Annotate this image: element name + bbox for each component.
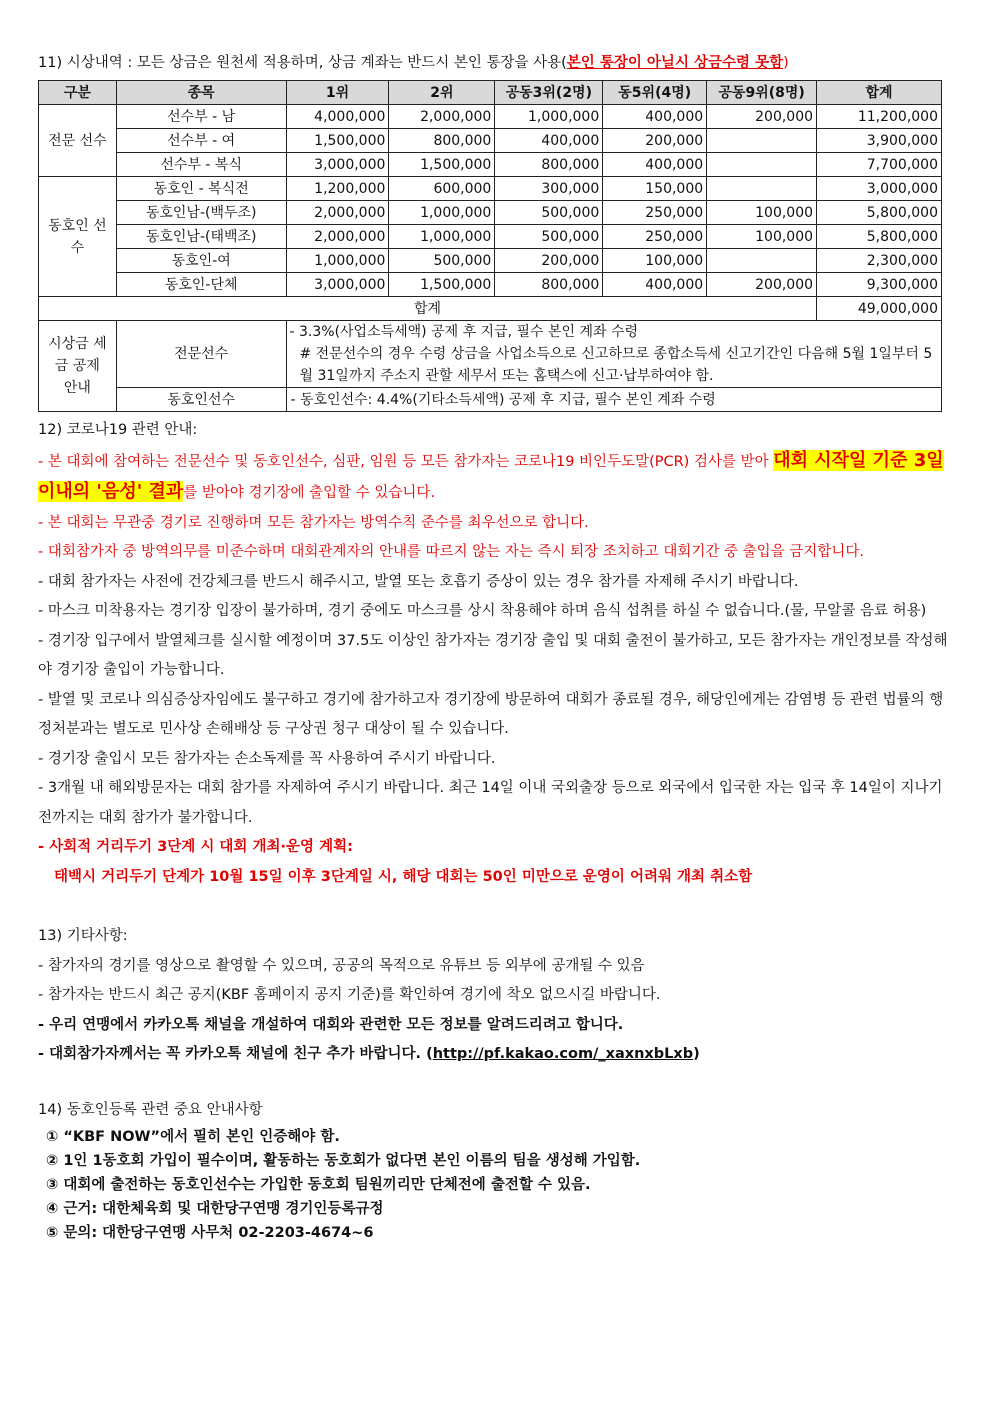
- pcr-highlight: 대회 시작일 기준 3일 이내의 '음성' 결과: [38, 449, 944, 502]
- total-label: 합계: [39, 297, 817, 321]
- kakao-friend-notice: - 대회참가자께서는 꼭 카카오톡 채널에 친구 추가 바랍니다. (http://pf.kakao.com/_xaxnxbLxb): [38, 1046, 700, 1062]
- registration-list: [38, 1125, 954, 1245]
- overseas-notice: - 3개월 내 해외방문자는 대회 참가를 자제하여 주시기 바랍니다. 최근 14일 이내 국외출장 등으로 외국에서 입국한 자는 입국 후 14일이 지나기 전까지는 대회 참가가 불가합니다.: [38, 780, 943, 826]
- kakao-channel-link[interactable]: http://pf.kakao.com/_xaxnxbLxb: [432, 1046, 694, 1062]
- section-12-title: 12) 코로나19 관련 안내:: [38, 422, 198, 438]
- tax-amateur-label: 동호인선수: [116, 388, 286, 412]
- event-cell: 동호인남-(백두조): [116, 201, 286, 225]
- list-item: ① “KBF NOW”에서 필히 본인 인증해야 함.: [46, 1129, 340, 1145]
- section-14: [38, 1096, 954, 1246]
- event-cell: 선수부 - 남: [116, 105, 286, 129]
- total-value: 49,000,000: [817, 297, 942, 321]
- header-cell: 구분: [39, 81, 117, 105]
- notice-check: - 참가자는 반드시 최근 공지(KBF 홈페이지 공지 기준)를 확인하여 경기에 착오 없으시길 바랍니다.: [38, 987, 661, 1003]
- prize-table: [38, 80, 942, 412]
- covid-pcr-notice: - 본 대회에 참여하는 전문선수 및 동호인선수, 심판, 임원 등 모든 참가자는 코로나19 비인두도말(PCR) 검사를 받아 대회 시작일 기준 3일 이내의 '음성' 결과를 받아야 경기장에 출입할 수 있습니다.: [38, 449, 944, 502]
- no-spectators-notice: - 본 대회는 무관중 경기로 진행하며 모든 참가자는 방역수칙 준수를 최우선으로 합니다.: [38, 514, 589, 531]
- header-cell: 1위: [286, 81, 389, 105]
- health-check-notice: - 대회 참가자는 사전에 건강체크를 반드시 해주시고, 발열 또는 호흡기 증상이 있는 경우 참가를 자제해 주시기 바랍니다.: [38, 573, 799, 590]
- table-row: 선수부 - 복식 3,000,000 1,500,000 800,000 400,000 7,700,000: [39, 153, 942, 177]
- table-row: 동호인남-(백두조) 2,000,000 1,000,000 500,000 250,000 100,000 5,800,000: [39, 201, 942, 225]
- section-12: [38, 416, 954, 892]
- section-14-title: 14) 동호인등록 관련 중요 안내사항: [38, 1101, 263, 1118]
- table-row: 동호인 선수 동호인 - 복식전 1,200,000 600,000 300,000 150,000 3,000,000: [39, 177, 942, 201]
- event-cell: 동호인 - 복식전: [116, 177, 286, 201]
- bank-account-warning: 본인 통장이 아닐시 상금수령 못함: [566, 55, 784, 71]
- list-item: ⑤ 문의: 대한당구연맹 사무처 02-2203-4674~6: [46, 1225, 374, 1241]
- header-cell: 합계: [817, 81, 942, 105]
- table-row: 동호인-단체 3,000,000 1,500,000 800,000 400,000 200,000 9,300,000: [39, 273, 942, 297]
- event-cell: 동호인-단체: [116, 273, 286, 297]
- tax-amateur-text: - 동호인선수: 4.4%(기타소득세액) 공제 후 지급, 필수 본인 계좌 수령: [286, 388, 942, 412]
- table-row: 선수부 - 여 1,500,000 800,000 400,000 200,000 3,900,000: [39, 129, 942, 153]
- filming-notice: - 참가자의 경기를 영상으로 촬영할 수 있으며, 공공의 목적으로 유튜브 등 외부에 공개될 수 있음: [38, 957, 645, 974]
- liability-notice: - 발열 및 코로나 의심증상자임에도 불구하고 경기에 참가하고자 경기장에 방문하여 대회가 종료될 경우, 해당인에게는 감염병 등 관련 법률의 행정처분과는 별도로 민사상 손해배상 등 구상권 청구 대상이 될 수 있습니다.: [38, 691, 944, 737]
- table-row: 동호인남-(태백조) 2,000,000 1,000,000 500,000 250,000 100,000 5,800,000: [39, 225, 942, 249]
- distancing-plan-title: - 사회적 거리두기 3단계 시 대회 개최·운영 계획:: [38, 839, 353, 855]
- tax-row-pro: [39, 321, 942, 388]
- tax-group: 시상금 세금 공제 안내: [39, 321, 117, 412]
- event-cell: 동호인남-(태백조): [116, 225, 286, 249]
- header-cell: 2위: [389, 81, 495, 105]
- section-13-title: 13) 기타사항:: [38, 928, 128, 944]
- event-cell: 동호인-여: [116, 249, 286, 273]
- list-item: ④ 근거: 대한체육회 및 대한당구연맹 경기인등록규정: [46, 1201, 384, 1217]
- tax-row-amateur: [39, 388, 942, 412]
- sanitizer-notice: - 경기장 출입시 모든 참가자는 손소독제를 꼭 사용하여 주시기 바랍니다.: [38, 750, 496, 767]
- tax-pro-text: - 3.3%(사업소득세액) 공제 후 지급, 필수 본인 계좌 수령 # 전문선수의 경우 수령 상금을 사업소득으로 신고하므로 종합소득세 신고기간인 다음해 5월 1일부터 5월 31일까지 주소지 관할 세무서 또는 홈택스에 신고·납부하여야 함.: [286, 321, 942, 388]
- document-page: [38, 52, 954, 1245]
- header-cell: 동5위(4명): [603, 81, 707, 105]
- table-row: 전문 선수 선수부 - 남 4,000,000 2,000,000 1,000,000 400,000 200,000 11,200,000: [39, 105, 942, 129]
- header-cell: 공동3위(2명): [495, 81, 603, 105]
- tax-pro-label: 전문선수: [116, 321, 286, 388]
- distancing-plan-detail: 태백시 거리두기 단계가 10월 15일 이후 3단계일 시, 해당 대회는 50인 미만으로 운영이 어려워 개최 취소함: [54, 868, 753, 885]
- group-amateur: 동호인 선수: [39, 177, 117, 297]
- header-cell: 공동9위(8명): [707, 81, 817, 105]
- list-item: ③ 대회에 출전하는 동호인선수는 가입한 동호회 팀원끼리만 단체전에 출전할 수 있음.: [46, 1177, 591, 1193]
- section-11-title: 11) 시상내역 : 모든 상금은 원천세 적용하며, 상금 계좌는 반드시 본인 통장을 사용(본인 통장이 아닐시 상금수령 못함): [38, 55, 789, 71]
- kakao-channel-notice: - 우리 연맹에서 카카오톡 채널을 개설하여 대회와 관련한 모든 정보를 알려드리려고 합니다.: [38, 1016, 624, 1033]
- event-cell: 선수부 - 복식: [116, 153, 286, 177]
- group-pro: 전문 선수: [39, 105, 117, 177]
- table-header-row: [39, 81, 942, 105]
- fever-check-notice: - 경기장 입구에서 발열체크를 실시할 예정이며 37.5도 이상인 참가자는 경기장 출입 및 대회 출전이 불가하고, 모든 참가자는 개인정보를 작성해야 경기장 출입이 가능합니다.: [38, 632, 948, 678]
- mask-notice: - 마스크 미착용자는 경기장 입장이 불가하며, 경기 중에도 마스크를 상시 착용해야 하며 음식 섭취를 하실 수 없습니다.(물, 무알콜 음료 허용): [38, 603, 927, 619]
- expulsion-notice: - 대회참가자 중 방역의무를 미준수하며 대회관계자의 안내를 따르지 않는 자는 즉시 퇴장 조치하고 대회기간 중 출입을 금지합니다.: [38, 544, 864, 560]
- section-13: [38, 922, 954, 1070]
- total-row: [39, 297, 942, 321]
- list-item: ② 1인 1동호회 가입이 필수이며, 활동하는 동호회가 없다면 본인 이름의 팀을 생성해 가입함.: [46, 1153, 641, 1169]
- event-cell: 선수부 - 여: [116, 129, 286, 153]
- table-row: 동호인-여 1,000,000 500,000 200,000 100,000 2,300,000: [39, 249, 942, 273]
- header-cell: 종목: [116, 81, 286, 105]
